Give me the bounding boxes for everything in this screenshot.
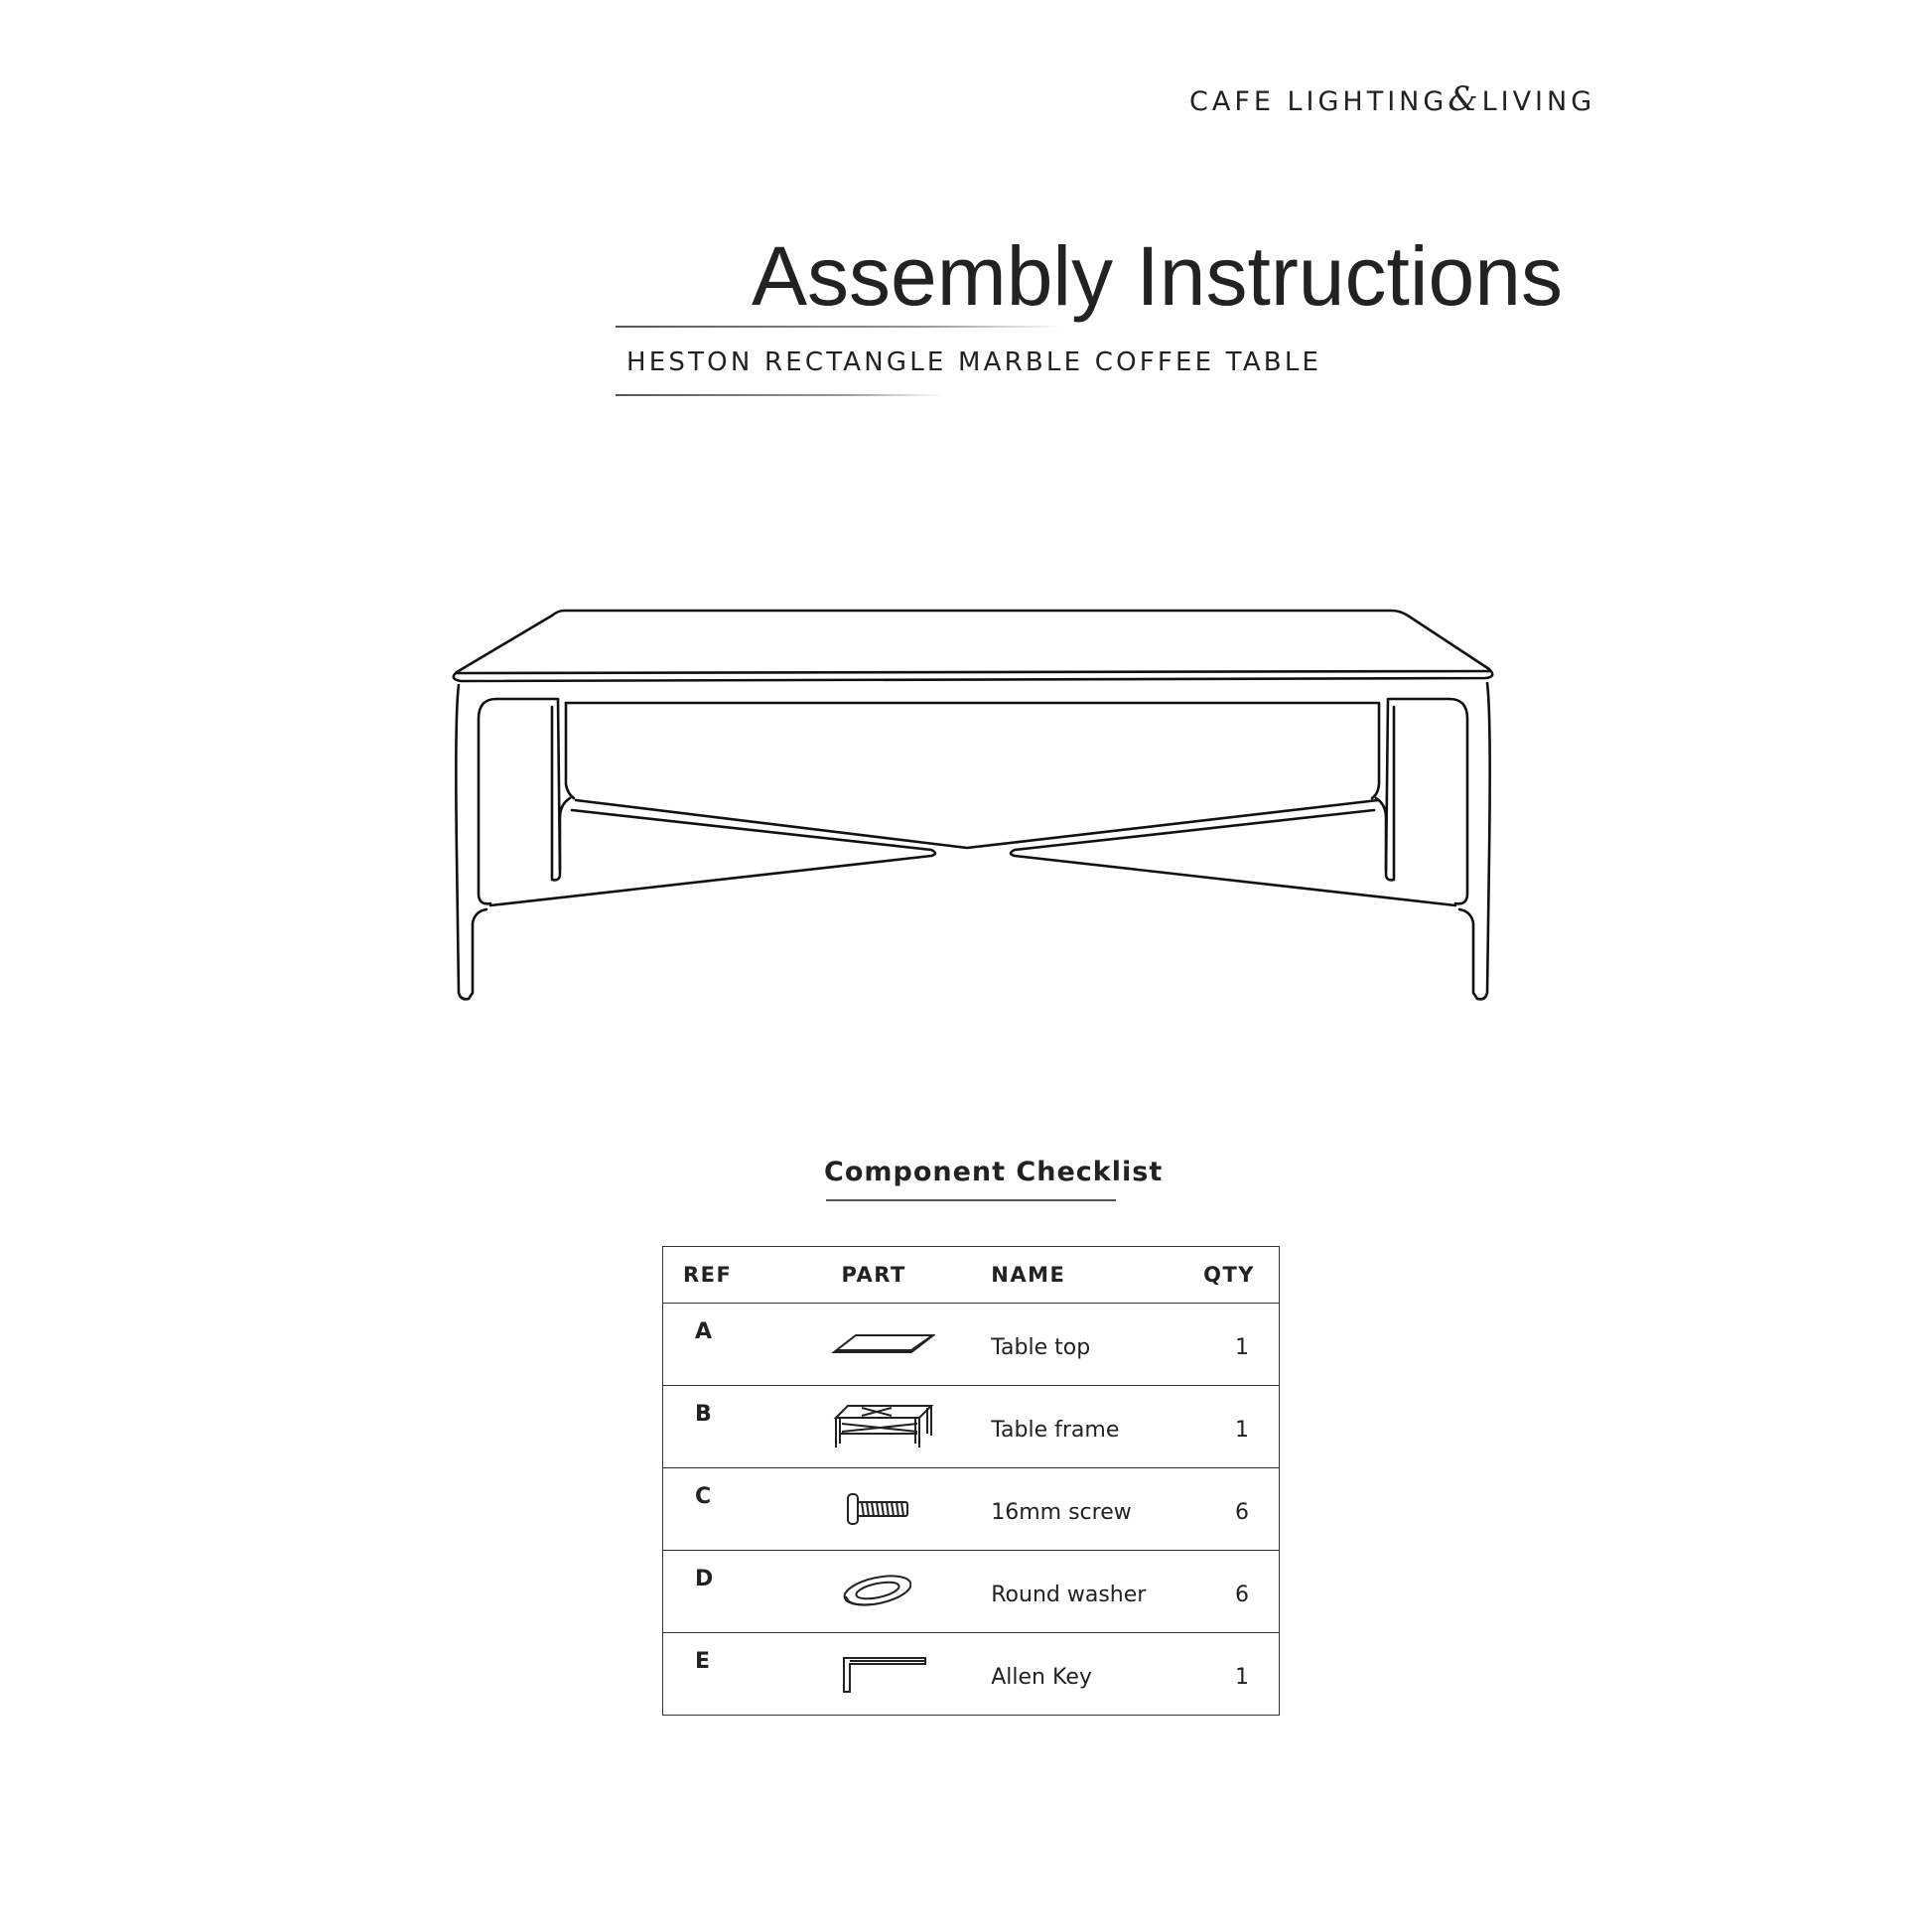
table-row	[663, 1386, 1280, 1468]
table-row	[663, 1468, 1280, 1551]
table-row	[663, 1551, 1280, 1633]
table-row	[663, 1304, 1280, 1386]
checklist-underline	[826, 1199, 1116, 1201]
table-header-row	[663, 1247, 1280, 1304]
row-name: 16mm screw	[991, 1468, 1157, 1551]
row-qty: 6	[1157, 1468, 1279, 1551]
title-divider	[616, 326, 1062, 328]
row-qty: 1	[1157, 1304, 1279, 1386]
subtitle-divider	[616, 394, 943, 396]
table-row	[663, 1633, 1280, 1716]
column-header-name: NAME	[991, 1247, 1157, 1304]
component-checklist-table	[662, 1246, 1280, 1716]
row-name: Round washer	[991, 1551, 1157, 1633]
brand-name-left: CAFE LIGHTING	[1189, 85, 1449, 117]
checklist-heading: Component Checklist	[824, 1157, 1164, 1187]
table-frame-icon	[832, 1404, 935, 1449]
washer-icon	[832, 1573, 911, 1610]
row-ref: C	[663, 1468, 792, 1551]
table-top-icon	[832, 1332, 935, 1356]
row-name: Table top	[991, 1304, 1157, 1386]
column-header-part: PART	[792, 1247, 992, 1304]
product-subtitle: HESTON RECTANGLE MARBLE COFFEE TABLE	[626, 347, 1322, 377]
brand-name-right: LIVING	[1481, 85, 1596, 117]
row-ref: A	[663, 1304, 792, 1386]
brand-ampersand: &	[1448, 79, 1478, 119]
row-name: Table frame	[991, 1386, 1157, 1468]
brand-logo	[1189, 81, 1616, 121]
row-ref: E	[695, 1649, 711, 1674]
column-header-qty: QTY	[1157, 1247, 1279, 1304]
allen-key-icon	[832, 1654, 931, 1694]
coffee-table-illustration	[437, 596, 1509, 1013]
screw-icon	[832, 1492, 911, 1526]
row-qty: 1	[1235, 1664, 1249, 1690]
row-name: Allen Key	[991, 1664, 1092, 1690]
row-qty: 1	[1157, 1386, 1279, 1468]
row-ref: D	[663, 1551, 792, 1633]
row-qty: 6	[1157, 1551, 1279, 1633]
row-ref: B	[663, 1386, 792, 1468]
column-header-ref: REF	[663, 1247, 792, 1304]
page-title: Assembly Instructions	[752, 229, 1563, 323]
